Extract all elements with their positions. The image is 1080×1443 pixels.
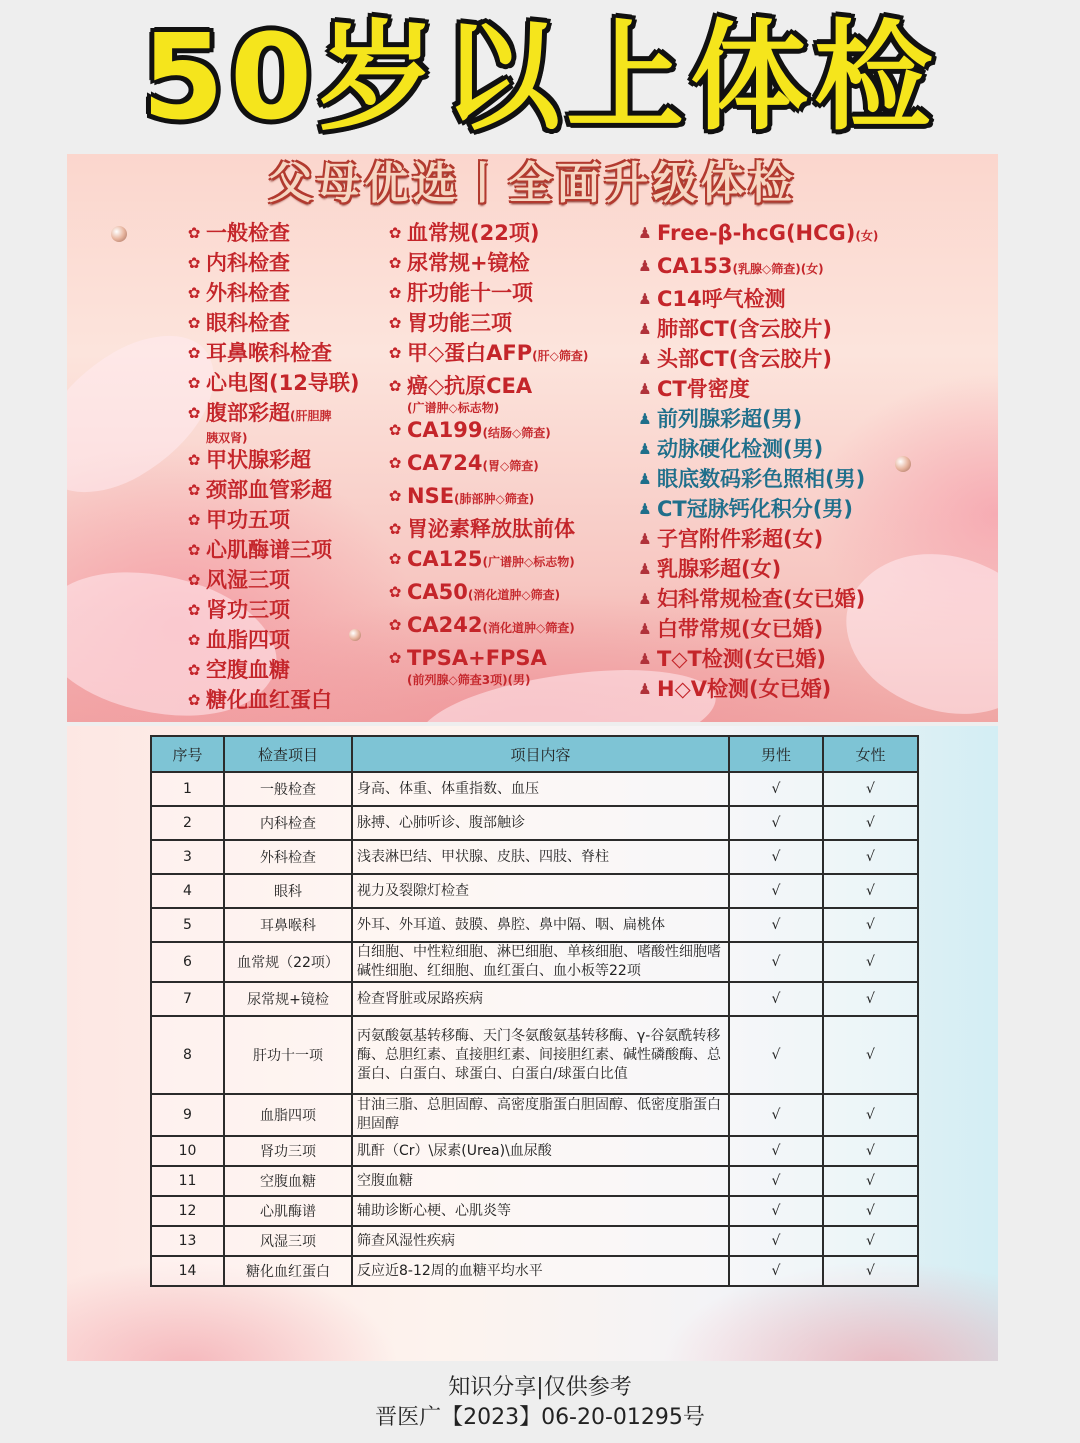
exam-item-note: (消化道肿◇筛查) bbox=[467, 588, 561, 602]
exam-list-item bbox=[184, 595, 384, 625]
exam-item-name: 糖化血红蛋白 bbox=[206, 688, 332, 712]
clover-icon: ✿ bbox=[187, 571, 201, 589]
person-icon: ♟ bbox=[638, 440, 652, 458]
clover-icon: ✿ bbox=[187, 224, 201, 242]
table-cell-female: √ bbox=[823, 1094, 918, 1136]
table-cell-content: 筛查风湿性疾病 bbox=[352, 1226, 729, 1256]
exam-list-item bbox=[635, 314, 965, 344]
clover-icon: ✿ bbox=[187, 541, 201, 559]
table-cell-no: 11 bbox=[151, 1166, 224, 1196]
exam-list-item bbox=[184, 475, 384, 505]
table-cell-no: 8 bbox=[151, 1016, 224, 1094]
table-row bbox=[151, 806, 918, 840]
table-cell-item: 空腹血糖 bbox=[224, 1166, 352, 1196]
exam-item-name: TPSA+FPSA bbox=[407, 646, 547, 670]
exam-list-item bbox=[385, 514, 635, 544]
table-header-cell: 序号 bbox=[151, 736, 224, 772]
person-icon: ♟ bbox=[638, 500, 652, 518]
clover-icon: ✿ bbox=[388, 344, 402, 362]
exam-list-item bbox=[184, 278, 384, 308]
clover-icon: ✿ bbox=[187, 451, 201, 469]
table-cell-content: 丙氨酸氨基转移酶、天门冬氨酸氨基转移酶、γ-谷氨酰转移酶、总胆红素、直接胆红素、间接胆红素、碱性磷酸酶、总蛋白、白蛋白、球蛋白、白蛋白/球蛋白比值 bbox=[352, 1016, 729, 1094]
exam-list-column-3 bbox=[635, 218, 965, 704]
table-row bbox=[151, 1016, 918, 1094]
exam-list-item bbox=[385, 577, 635, 610]
clover-icon: ✿ bbox=[187, 481, 201, 499]
exam-item-note: (女) bbox=[855, 229, 879, 243]
exam-list-item bbox=[184, 338, 384, 368]
table-cell-no: 14 bbox=[151, 1256, 224, 1286]
exam-item-name: NSE bbox=[407, 484, 455, 508]
clover-icon: ✿ bbox=[187, 601, 201, 619]
table-cell-item: 肝功十一项 bbox=[224, 1016, 352, 1094]
exam-item-name: 妇科常规检查(女已婚) bbox=[657, 587, 866, 611]
table-cell-male: √ bbox=[729, 1196, 823, 1226]
exam-item-label bbox=[407, 371, 532, 415]
table-cell-female: √ bbox=[823, 908, 918, 942]
exam-list-item bbox=[184, 505, 384, 535]
exam-item-label bbox=[657, 494, 853, 524]
table-cell-no: 9 bbox=[151, 1094, 224, 1136]
clover-icon: ✿ bbox=[187, 314, 201, 332]
exam-item-note: (胃◇筛查) bbox=[482, 459, 539, 473]
exam-item-label bbox=[657, 374, 750, 404]
exam-item-label bbox=[206, 445, 311, 475]
clover-icon: ✿ bbox=[388, 454, 402, 472]
exam-table bbox=[150, 735, 919, 1287]
exam-item-name: 癌◇抗原CEA bbox=[407, 374, 533, 398]
exam-item-label bbox=[657, 674, 831, 704]
table-cell-content: 脉搏、心肺听诊、腹部触诊 bbox=[352, 806, 729, 840]
exam-list-item bbox=[385, 308, 635, 338]
table-cell-no: 4 bbox=[151, 874, 224, 908]
table-cell-content: 甘油三脂、总胆固醇、高密度脂蛋白胆固醇、低密度脂蛋白胆固醇 bbox=[352, 1094, 729, 1136]
table-row bbox=[151, 908, 918, 942]
table-cell-female: √ bbox=[823, 1196, 918, 1226]
exam-list-item bbox=[635, 284, 965, 314]
person-icon: ♟ bbox=[638, 257, 652, 275]
table-cell-item: 内科检查 bbox=[224, 806, 352, 840]
clover-icon: ✿ bbox=[388, 616, 402, 634]
table-cell-content: 空腹血糖 bbox=[352, 1166, 729, 1196]
exam-item-label bbox=[206, 475, 332, 505]
exam-item-label bbox=[407, 308, 512, 338]
exam-list-item bbox=[635, 494, 965, 524]
exam-item-label bbox=[407, 415, 551, 448]
table-cell-content: 身高、体重、体重指数、血压 bbox=[352, 772, 729, 806]
exam-item-name: H◇V检测(女已婚) bbox=[657, 677, 832, 701]
exam-list-item bbox=[184, 218, 384, 248]
clover-icon: ✿ bbox=[388, 314, 402, 332]
exam-item-note: (乳腺◇筛查)(女) bbox=[732, 262, 824, 276]
exam-item-label bbox=[657, 554, 781, 584]
table-cell-content: 反应近8-12周的血糖平均水平 bbox=[352, 1256, 729, 1286]
exam-list-item bbox=[385, 643, 635, 687]
table-cell-female: √ bbox=[823, 1166, 918, 1196]
exam-list-item bbox=[635, 614, 965, 644]
exam-item-label bbox=[206, 595, 290, 625]
table-cell-male: √ bbox=[729, 772, 823, 806]
exam-list-item bbox=[184, 655, 384, 685]
exam-item-name: 风湿三项 bbox=[206, 568, 290, 592]
exam-item-label bbox=[206, 248, 290, 278]
exam-item-name: 肝功能十一项 bbox=[407, 281, 533, 305]
exam-item-name: 肺部CT(含云胶片) bbox=[657, 317, 832, 341]
table-row bbox=[151, 772, 918, 806]
table-cell-female: √ bbox=[823, 1016, 918, 1094]
person-icon: ♟ bbox=[638, 590, 652, 608]
exam-item-label bbox=[657, 404, 802, 434]
exam-item-label bbox=[206, 278, 290, 308]
exam-item-name: CT骨密度 bbox=[657, 377, 750, 401]
exam-item-name: 一般检查 bbox=[206, 221, 290, 245]
table-cell-no: 1 bbox=[151, 772, 224, 806]
exam-list-item bbox=[385, 610, 635, 643]
table-cell-female: √ bbox=[823, 1136, 918, 1166]
exam-item-label bbox=[407, 643, 547, 687]
exam-item-name: 乳腺彩超(女) bbox=[657, 557, 782, 581]
exam-item-name: 血常规(22项) bbox=[407, 221, 540, 245]
exam-item-subnote: (广谱肿◇标志物) bbox=[407, 401, 500, 415]
exam-item-label bbox=[657, 344, 832, 374]
exam-list-item bbox=[385, 481, 635, 514]
table-header-cell: 女性 bbox=[823, 736, 918, 772]
footer-disclaimer: 知识分享|仅供参考 bbox=[448, 1375, 632, 1400]
exam-item-note: (肝胆脾 bbox=[290, 409, 332, 423]
clover-icon: ✿ bbox=[388, 487, 402, 505]
exam-item-name: 血脂四项 bbox=[206, 628, 290, 652]
exam-item-label bbox=[407, 481, 534, 514]
table-cell-female: √ bbox=[823, 1256, 918, 1286]
exam-item-label bbox=[657, 284, 786, 314]
exam-item-label bbox=[206, 368, 359, 398]
exam-item-name: C14呼气检测 bbox=[657, 287, 786, 311]
exam-item-label bbox=[657, 251, 824, 284]
exam-list-column-1 bbox=[184, 218, 384, 715]
exam-item-label bbox=[407, 448, 539, 481]
exam-item-name: 甲状腺彩超 bbox=[206, 448, 311, 472]
exam-item-name: 空腹血糖 bbox=[206, 658, 290, 682]
person-icon: ♟ bbox=[638, 650, 652, 668]
exam-item-name: CA199 bbox=[407, 418, 483, 442]
footer-license: 晋医广【2023】06-20-01295号 bbox=[375, 1405, 705, 1430]
exam-item-name: CA50 bbox=[407, 580, 468, 604]
exam-item-label bbox=[407, 577, 560, 610]
table-cell-no: 7 bbox=[151, 982, 224, 1016]
table-row bbox=[151, 1226, 918, 1256]
exam-item-note: (肝◇筛查) bbox=[532, 349, 589, 363]
table-cell-no: 3 bbox=[151, 840, 224, 874]
exam-item-name: 耳鼻喉科检查 bbox=[206, 341, 332, 365]
table-cell-male: √ bbox=[729, 806, 823, 840]
exam-item-name: 肾功三项 bbox=[206, 598, 290, 622]
clover-icon: ✿ bbox=[187, 254, 201, 272]
exam-item-label bbox=[407, 278, 533, 308]
table-cell-no: 12 bbox=[151, 1196, 224, 1226]
person-icon: ♟ bbox=[638, 320, 652, 338]
exam-list-item bbox=[385, 338, 635, 371]
exam-list-item bbox=[635, 644, 965, 674]
exam-item-label bbox=[407, 514, 575, 544]
exam-item-name: Free-β-hcG(HCG) bbox=[657, 221, 856, 245]
table-cell-content: 辅助诊断心梗、心肌炎等 bbox=[352, 1196, 729, 1226]
exam-item-name: T◇T检测(女已婚) bbox=[657, 647, 826, 671]
clover-icon: ✿ bbox=[187, 691, 201, 709]
exam-list-item bbox=[635, 344, 965, 374]
exam-item-label bbox=[206, 625, 290, 655]
exam-item-note: (结肠◇筛查) bbox=[482, 426, 551, 440]
page-title: 50岁以上体检 bbox=[141, 8, 939, 146]
exam-item-name: 心电图(12导联) bbox=[206, 371, 360, 395]
table-cell-no: 13 bbox=[151, 1226, 224, 1256]
exam-list-item bbox=[184, 535, 384, 565]
person-icon: ♟ bbox=[638, 680, 652, 698]
table-row bbox=[151, 942, 918, 982]
exam-item-label bbox=[657, 464, 865, 494]
table-cell-male: √ bbox=[729, 1016, 823, 1094]
exam-item-name: 前列腺彩超(男) bbox=[657, 407, 803, 431]
table-cell-no: 5 bbox=[151, 908, 224, 942]
exam-list-item bbox=[184, 308, 384, 338]
exam-item-label bbox=[206, 565, 290, 595]
person-icon: ♟ bbox=[638, 290, 652, 308]
exam-item-label bbox=[206, 338, 332, 368]
exam-list-item bbox=[184, 685, 384, 715]
clover-icon: ✿ bbox=[187, 661, 201, 679]
table-cell-male: √ bbox=[729, 1166, 823, 1196]
table-cell-item: 糖化血红蛋白 bbox=[224, 1256, 352, 1286]
exam-item-name: 甲功五项 bbox=[206, 508, 290, 532]
table-header-cell: 项目内容 bbox=[352, 736, 729, 772]
exam-item-label bbox=[206, 505, 290, 535]
clover-icon: ✿ bbox=[388, 421, 402, 439]
person-icon: ♟ bbox=[638, 224, 652, 242]
exam-item-label bbox=[657, 524, 823, 554]
exam-item-name: 胃泌素释放肽前体 bbox=[407, 517, 575, 541]
table-cell-female: √ bbox=[823, 1226, 918, 1256]
clover-icon: ✿ bbox=[187, 284, 201, 302]
exam-item-label bbox=[407, 610, 575, 643]
table-cell-content: 外耳、外耳道、鼓膜、鼻腔、鼻中隔、咽、扁桃体 bbox=[352, 908, 729, 942]
table-row bbox=[151, 874, 918, 908]
exam-table-panel bbox=[67, 726, 998, 1361]
exam-item-name: 胃功能三项 bbox=[407, 311, 512, 335]
exam-item-name: 动脉硬化检测(男) bbox=[657, 437, 824, 461]
clover-icon: ✿ bbox=[388, 583, 402, 601]
exam-list-item bbox=[635, 584, 965, 614]
table-row bbox=[151, 1166, 918, 1196]
clover-icon: ✿ bbox=[187, 404, 201, 422]
exam-list-item bbox=[635, 404, 965, 434]
exam-list-item bbox=[635, 554, 965, 584]
exam-list-item bbox=[635, 464, 965, 494]
table-cell-item: 血常规（22项） bbox=[224, 942, 352, 982]
table-cell-male: √ bbox=[729, 840, 823, 874]
table-cell-item: 尿常规+镜检 bbox=[224, 982, 352, 1016]
exam-item-name: CT冠脉钙化积分(男) bbox=[657, 497, 853, 521]
table-body bbox=[151, 772, 918, 1286]
exam-item-note: (广谱肿◇标志物) bbox=[482, 555, 575, 569]
person-icon: ♟ bbox=[638, 380, 652, 398]
table-cell-male: √ bbox=[729, 942, 823, 982]
table-header-cell: 男性 bbox=[729, 736, 823, 772]
table-cell-item: 心肌酶谱 bbox=[224, 1196, 352, 1226]
exam-item-name: 甲◇蛋白AFP bbox=[407, 341, 533, 365]
table-row bbox=[151, 1094, 918, 1136]
exam-item-name: CA724 bbox=[407, 451, 483, 475]
table-cell-female: √ bbox=[823, 874, 918, 908]
clover-icon: ✿ bbox=[388, 224, 402, 242]
clover-icon: ✿ bbox=[187, 631, 201, 649]
exam-list-item bbox=[385, 448, 635, 481]
exam-item-label bbox=[407, 544, 575, 577]
exam-item-name: 眼底数码彩色照相(男) bbox=[657, 467, 866, 491]
clover-icon: ✿ bbox=[388, 550, 402, 568]
table-cell-female: √ bbox=[823, 982, 918, 1016]
exam-list-item bbox=[635, 674, 965, 704]
exam-item-note: (消化道肿◇筛查) bbox=[482, 621, 575, 635]
table-cell-female: √ bbox=[823, 840, 918, 874]
table-cell-content: 肌酐（Cr）\尿素(Urea)\血尿酸 bbox=[352, 1136, 729, 1166]
table-cell-item: 风湿三项 bbox=[224, 1226, 352, 1256]
exam-list-item bbox=[385, 544, 635, 577]
exam-item-label bbox=[206, 218, 290, 248]
table-cell-male: √ bbox=[729, 982, 823, 1016]
exam-item-label bbox=[407, 338, 588, 371]
exam-item-label bbox=[657, 218, 878, 251]
exam-list-item bbox=[184, 368, 384, 398]
clover-icon: ✿ bbox=[187, 374, 201, 392]
exam-item-subnote: (前列腺◇筛查3项)(男) bbox=[407, 673, 531, 687]
exam-item-label bbox=[657, 644, 826, 674]
person-icon: ♟ bbox=[638, 620, 652, 638]
table-cell-item: 肾功三项 bbox=[224, 1136, 352, 1166]
table-cell-item: 眼科 bbox=[224, 874, 352, 908]
exam-item-label bbox=[206, 398, 332, 445]
table-header-cell: 检查项目 bbox=[224, 736, 352, 772]
clover-icon: ✿ bbox=[187, 344, 201, 362]
table-cell-item: 一般检查 bbox=[224, 772, 352, 806]
table-cell-male: √ bbox=[729, 1256, 823, 1286]
exam-item-name: 头部CT(含云胶片) bbox=[657, 347, 832, 371]
poster-title: 父母优选丨全面升级体检 bbox=[268, 158, 797, 209]
exam-item-label bbox=[407, 248, 530, 278]
table-cell-content: 检查肾脏或尿路疾病 bbox=[352, 982, 729, 1016]
exam-list-item bbox=[385, 218, 635, 248]
table-row bbox=[151, 982, 918, 1016]
clover-icon: ✿ bbox=[388, 377, 402, 395]
clover-icon: ✿ bbox=[388, 649, 402, 667]
table-cell-content: 视力及裂隙灯检查 bbox=[352, 874, 729, 908]
table-row bbox=[151, 840, 918, 874]
exam-list-item bbox=[635, 434, 965, 464]
table-row bbox=[151, 1136, 918, 1166]
exam-item-subnote: 胰双肾) bbox=[206, 431, 248, 445]
exam-item-name: 尿常规+镜检 bbox=[407, 251, 530, 275]
exam-item-note: (肺部肿◇筛查) bbox=[454, 492, 535, 506]
table-cell-item: 外科检查 bbox=[224, 840, 352, 874]
person-icon: ♟ bbox=[638, 560, 652, 578]
exam-item-name: 颈部血管彩超 bbox=[206, 478, 332, 502]
exam-item-name: 眼科检查 bbox=[206, 311, 290, 335]
table-row bbox=[151, 1196, 918, 1226]
exam-list-item bbox=[635, 251, 965, 284]
table-cell-content: 浅表淋巴结、甲状腺、皮肤、四肢、脊柱 bbox=[352, 840, 729, 874]
exam-item-label bbox=[206, 655, 290, 685]
exam-list-item bbox=[635, 374, 965, 404]
table-cell-no: 10 bbox=[151, 1136, 224, 1166]
exam-list-item bbox=[184, 565, 384, 595]
exam-item-name: 心肌酶谱三项 bbox=[206, 538, 332, 562]
table-cell-male: √ bbox=[729, 1094, 823, 1136]
exam-list-item bbox=[184, 445, 384, 475]
exam-item-name: CA153 bbox=[657, 254, 733, 278]
exam-item-label bbox=[407, 218, 539, 248]
exam-poster bbox=[67, 154, 998, 722]
exam-item-name: 子宫附件彩超(女) bbox=[657, 527, 824, 551]
table-cell-item: 血脂四项 bbox=[224, 1094, 352, 1136]
exam-list-item bbox=[184, 625, 384, 655]
clover-icon: ✿ bbox=[388, 254, 402, 272]
clover-icon: ✿ bbox=[187, 511, 201, 529]
table-cell-male: √ bbox=[729, 1226, 823, 1256]
table-cell-female: √ bbox=[823, 806, 918, 840]
table-cell-male: √ bbox=[729, 874, 823, 908]
exam-list-column-2 bbox=[385, 218, 635, 687]
person-icon: ♟ bbox=[638, 530, 652, 548]
exam-item-label bbox=[206, 308, 290, 338]
exam-item-label bbox=[657, 314, 832, 344]
exam-list-item bbox=[385, 415, 635, 448]
exam-item-name: 外科检查 bbox=[206, 281, 290, 305]
exam-item-name: 白带常规(女已婚) bbox=[657, 617, 824, 641]
exam-list-item bbox=[385, 248, 635, 278]
exam-item-label bbox=[657, 434, 823, 464]
exam-list-item bbox=[635, 524, 965, 554]
exam-item-name: 腹部彩超 bbox=[206, 401, 290, 425]
exam-item-label bbox=[206, 685, 332, 715]
table-header-row bbox=[151, 736, 918, 772]
exam-item-label bbox=[206, 535, 332, 565]
exam-list-item bbox=[385, 371, 635, 415]
exam-list-item bbox=[635, 218, 965, 251]
person-icon: ♟ bbox=[638, 410, 652, 428]
table-cell-male: √ bbox=[729, 1136, 823, 1166]
exam-list-item bbox=[385, 278, 635, 308]
table-cell-item: 耳鼻喉科 bbox=[224, 908, 352, 942]
exam-item-name: CA125 bbox=[407, 547, 483, 571]
person-icon: ♟ bbox=[638, 470, 652, 488]
clover-icon: ✿ bbox=[388, 284, 402, 302]
table-row bbox=[151, 1256, 918, 1286]
table-cell-male: √ bbox=[729, 908, 823, 942]
exam-item-label bbox=[657, 614, 823, 644]
table-cell-content: 白细胞、中性粒细胞、淋巴细胞、单核细胞、嗜酸性细胞嗜碱性细胞、红细胞、血红蛋白、血小板等22项 bbox=[352, 942, 729, 982]
exam-list-item bbox=[184, 248, 384, 278]
clover-icon: ✿ bbox=[388, 520, 402, 538]
exam-item-name: CA242 bbox=[407, 613, 483, 637]
exam-item-name: 内科检查 bbox=[206, 251, 290, 275]
table-cell-female: √ bbox=[823, 772, 918, 806]
exam-list-item bbox=[184, 398, 384, 445]
person-icon: ♟ bbox=[638, 350, 652, 368]
table-cell-no: 6 bbox=[151, 942, 224, 982]
table-cell-no: 2 bbox=[151, 806, 224, 840]
table-cell-female: √ bbox=[823, 942, 918, 982]
exam-item-label bbox=[657, 584, 865, 614]
